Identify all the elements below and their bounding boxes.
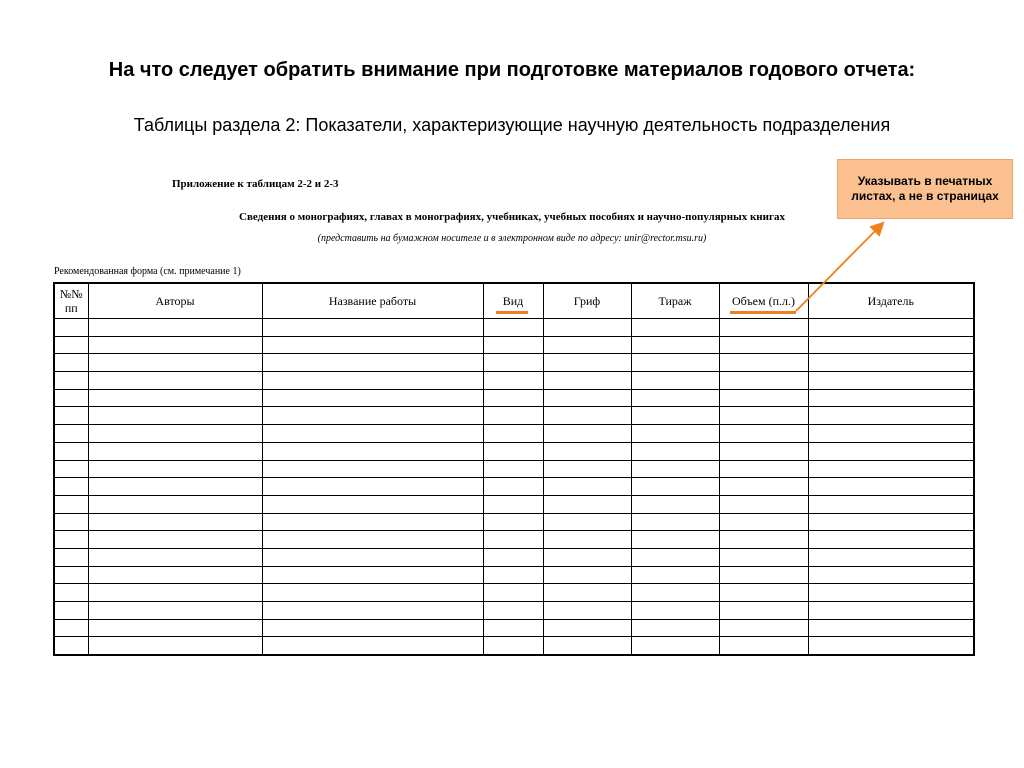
header-volume: Объем (п.л.) [719, 283, 808, 319]
arrow-line [796, 224, 882, 311]
header-num: №№ пп [54, 283, 88, 319]
appendix-caption: Приложение к таблицам 2-2 и 2-3 [172, 178, 339, 190]
page-title: На что следует обратить внимание при подготовке материалов годового отчета: [108, 59, 916, 81]
header-circulation: Тираж [631, 283, 719, 319]
form-note: Рекомендованная форма (см. примечание 1) [54, 266, 241, 277]
page-subtitle: Таблицы раздела 2: Показатели, характеризующие научную деятельность подразделения [133, 115, 891, 135]
header-kind: Вид [483, 283, 543, 319]
header-authors: Авторы [88, 283, 262, 319]
header-work-title: Название работы [262, 283, 483, 319]
form-heading: Сведения о монографиях, главах в монографиях, учебниках, учебных пособиях и научно-популярных книгах [239, 211, 785, 223]
submission-instruction: (представить на бумажном носителе и в электронном виде по адресу: unir@rector.msu.ru) [317, 233, 707, 244]
header-stamp: Гриф [543, 283, 631, 319]
header-publisher: Издатель [808, 283, 974, 319]
callout-text: Указывать в печатных листах, а не в страницах [851, 174, 999, 203]
